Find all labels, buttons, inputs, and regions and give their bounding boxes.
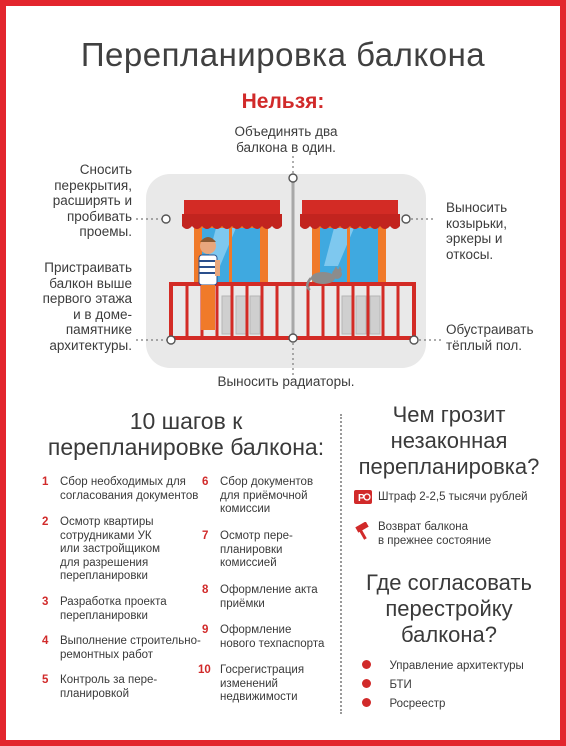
bullet-dot (362, 698, 371, 707)
step-item: 3 Разработка проекта перепланировки (42, 596, 167, 622)
note-extend-balcony: Пристраивать балкон выше первого этажа и в доме- памятнике архитектуры. (42, 260, 132, 353)
balcony-illustration (116, 116, 456, 386)
note-demolish-floors: Сносить перекрытия, расширять и пробивать проемы. (52, 162, 132, 239)
step-item: 2 Осмотр квартиры сотрудниками УК или застройщиком для разрешения перепланировки (42, 516, 161, 582)
step-item: 1 Сбор необходимых для согласования документов (42, 476, 199, 502)
step-item: 8 Оформление акта приёмки (202, 584, 318, 610)
step-item: 10 Госрегистрация изменений недвижимости (198, 664, 305, 703)
agree-item: Управление архитектуры (362, 656, 552, 674)
forbidden-heading: Нельзя: (241, 90, 325, 113)
step-item: 9 Оформление нового техпаспорта (202, 624, 325, 650)
agree-item: БТИ (362, 675, 552, 693)
bullet-dot (362, 660, 371, 669)
fine-icon (354, 490, 372, 504)
step-item: 7 Осмотр пере- планировки комиссией (202, 530, 293, 569)
svg-text:P: P (358, 493, 365, 504)
steps-heading: 10 шагов к перепланировке балкона: (47, 408, 325, 460)
gavel-icon (354, 522, 372, 540)
bullet-dot (362, 679, 371, 688)
threat-item-restore: Возврат балкона в прежнее состояние (354, 520, 554, 552)
step-item: 4 Выполнение строительно- ремонтных работ (42, 635, 201, 661)
step-item: 6 Сбор документов для приёмочной комиссии (202, 476, 314, 515)
note-warm-floor: Обустраивать тёплый пол. (446, 322, 534, 353)
page-title: Перепланировка балкона (80, 36, 486, 73)
column-divider (340, 414, 342, 714)
note-canopies: Выносить козырьки, эркеры и откосы. (446, 200, 508, 262)
threat-item-fine: P Штраф 2-2,5 тысячи рублей (354, 490, 554, 510)
note-merge-balconies: Объединять два балкона в один. (234, 124, 338, 155)
note-radiators: Выносить радиаторы. (217, 374, 355, 389)
step-item: 5 Контроль за пере- планировкой (42, 674, 158, 700)
agree-heading: Где согласовать перестройку балкона? (366, 570, 532, 647)
agree-item: Росреестр (362, 694, 552, 712)
threat-heading: Чем грозит незаконная перепланировка? (358, 402, 540, 479)
